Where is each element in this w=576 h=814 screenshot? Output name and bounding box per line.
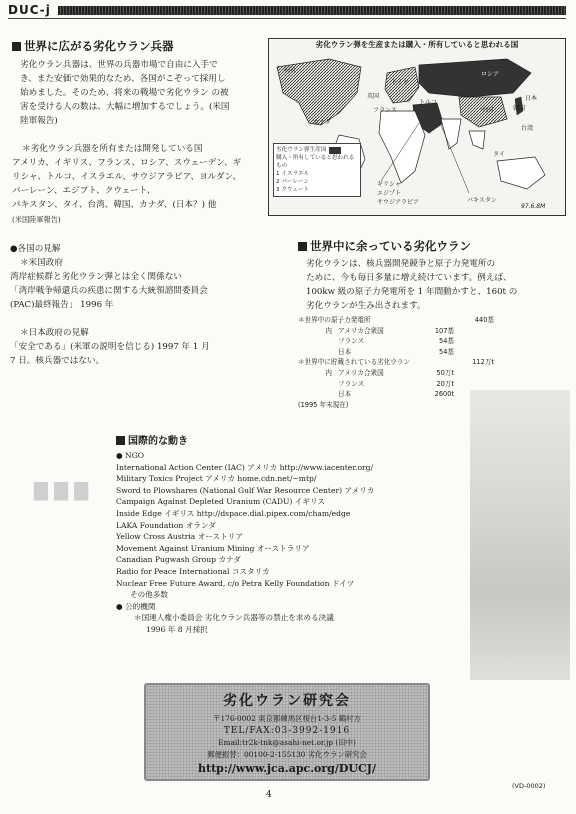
ngo-item: Canadian Pugwash Group カナダ — [116, 555, 241, 565]
header-rule — [8, 18, 566, 19]
ngo-heading: ● NGO — [116, 451, 144, 460]
map-label-pakistan: パキスタン — [467, 197, 497, 204]
map-legend — [273, 143, 361, 197]
stats-row: ＊世界中に貯蔵されている劣化ウラン 112万t — [298, 358, 494, 367]
japan-view-line: 「安全である」(米軍の説明を信じる) 1997 年 1 月 — [10, 342, 210, 352]
map-label-russia: ロシア — [481, 71, 500, 78]
section-weapons — [12, 38, 264, 225]
public-item: 1996 年 8 月採択 — [146, 624, 208, 634]
government-views — [10, 242, 266, 368]
ngo-item: International Action Center (IAC) アメリカ http://www.iacenter.org/ — [116, 462, 374, 472]
square-bullet-icon — [298, 242, 307, 251]
map-label-korea: 韓国 — [513, 105, 526, 112]
stats-row: 日本 54基 — [338, 347, 454, 356]
japan-view-line: 7 日。核兵器ではない。 — [10, 356, 105, 366]
world-map-figure — [268, 38, 566, 216]
section-surplus-title: 世界中に余っている劣化ウラン — [298, 238, 564, 254]
us-view-label: ＊米国政府 — [20, 258, 63, 268]
legend-producers: 劣化ウラン弾生産国 — [276, 146, 358, 154]
ngo-item: Campaign Against Depleted Uranium (CADU) イギリス — [116, 497, 325, 507]
legend-buyers-label: 購入・所有していると思われるもの — [276, 155, 355, 169]
stats-source: (1995 年末現在) — [298, 400, 349, 409]
section-weapons-text: 劣化ウラン兵器は、世界の兵器市場で自由に入手で き、また安価で効果的なため、各国がこぞって採用し 始めました。そのため、将来の戦場で劣化ウラン の被 害を受ける人の数は、大幅に増加するでしょう。(米国 陸軍報告) — [20, 60, 230, 126]
us-view-line: 「湾岸戦争帰還兵の疾患に関する大統領諮問委員会 — [10, 286, 208, 296]
org-url[interactable]: http://www.jca.apc.org/DUCJ/ — [197, 762, 376, 775]
holders-source: (米国陸軍報告) — [12, 215, 61, 224]
section-surplus-text: 劣化ウランは、核兵器開発競争と原子力発電所の ために、今も毎日多量に増え続けています。例えば、 100kw 級の原子力発電所を 1 年間動かすと、160t の 劣化ウランが生み出されます。 — [306, 259, 518, 311]
us-view-line: 湾岸症候群と劣化ウラン弾とは全く関係ない — [10, 272, 182, 282]
section-surplus — [298, 238, 564, 410]
map-credit: 97.6.8M — [521, 203, 546, 210]
org-tel: TEL/FAX:03-3992-1916 — [223, 726, 351, 736]
section-international — [116, 432, 556, 636]
holders-list: ＊劣化ウラン兵器を所有または開発している国 アメリカ、イギリス、フランス、ロシア、スウェーデン、ギ リシャ、トルコ、イスラエル、サウジアラビア、ヨルダン、 バーレーン、エジプト、クウェート、 パキスタン、タイ、台湾、韓国、カナダ、(日本？) 他 — [12, 144, 242, 210]
legend-item: 1 イスラエル — [276, 171, 310, 177]
map-label-uk: 英国 — [367, 93, 380, 100]
stats-row: ＊世界中の原子力発電所 440基 — [298, 316, 494, 324]
stats-row: フランス 20万t — [338, 379, 454, 388]
org-address: 〒176-0002 東京都練馬区桜台1-3-5 鶴村方 — [213, 714, 361, 723]
public-heading: ● 公的機関 — [116, 601, 156, 611]
map-label-saudi: サウジアラビア — [377, 199, 420, 206]
section-international-title: 国際的な動き — [116, 432, 556, 447]
map-label-canada: カナダ — [313, 119, 331, 126]
stats-row: 日本 2600t — [338, 390, 454, 399]
map-label-japan: 日本 — [525, 95, 538, 102]
org-postal: 郵便振替：00100-2-155130 劣化ウラン研究会 — [207, 750, 367, 759]
stats-row: フランス 54基 — [338, 337, 454, 346]
map-label-turkey: トルコ — [419, 99, 438, 106]
ngo-item: Nuclear Free Future Award, c/o Petra Kelly Foundation ドイツ — [116, 578, 355, 588]
views-heading: ●各国の見解 — [10, 244, 61, 254]
stats-row: 内 アメリカ合衆国 107基 — [325, 326, 454, 335]
square-bullet-icon — [12, 42, 21, 51]
ngo-item: Inside Edge イギリス http://dspace.dial.pipex.com/cham/edge — [116, 508, 351, 518]
doc-code: (VD-0002) — [512, 782, 546, 790]
ngo-item: LAKA Foundation オランダ — [116, 520, 216, 530]
ngo-item: その他多数 — [130, 590, 168, 600]
page-number: 4 — [266, 790, 272, 800]
map-label-taiwan: 台湾 — [521, 125, 534, 132]
map-label-egypt: エジプト — [377, 190, 402, 197]
newsletter-label: DUC-j — [8, 3, 51, 17]
legend-item: 2 バーレーン — [276, 179, 310, 185]
map-label-germany: ドイツ — [391, 79, 409, 86]
square-bullet-icon — [116, 436, 125, 445]
public-item: ＊国連人権小委員会 劣化ウラン兵器等の禁止を求める決議 — [134, 613, 334, 623]
bleed-through-text: ▇ ▇ ▇ — [34, 480, 89, 501]
contact-box — [144, 683, 430, 781]
us-view-line: (PAC)最終報告」 1996 年 — [10, 300, 114, 310]
legend-swatch — [329, 147, 341, 154]
stats-row: 内 アメリカ合衆国 50万t — [325, 368, 454, 377]
map-label-us: 米国 — [283, 67, 296, 74]
map-label-china: 中国 — [481, 107, 494, 114]
ngo-item: Military Toxics Project アメリカ home.cdn.net/~mtp/ — [116, 474, 317, 484]
org-email[interactable]: Email:tr2k-tnk@asahi-net.or.jp (田中) — [218, 738, 356, 747]
org-name: 劣化ウラン研究会 — [223, 693, 351, 709]
ngo-list — [116, 450, 556, 636]
ngo-item: Yellow Cross Austria オーストリア — [116, 532, 243, 542]
ngo-item: Movement Against Uranium Mining オーストラリア — [116, 543, 310, 553]
legend-item: 3 クウェート — [276, 187, 310, 193]
section-weapons-title: 世界に広がる劣化ウラン兵器 — [12, 38, 264, 54]
ngo-item: Radio for Peace International コスタリカ — [116, 566, 270, 576]
map-label-greece: ギリシャ — [377, 181, 401, 188]
map-label-thailand: タイ — [493, 151, 505, 158]
ngo-item: Sword to Plowshares (National Gulf War Resource Center) アメリカ — [116, 485, 375, 495]
map-title: 劣化ウラン弾を生産または購入・所有していると思われる国 — [315, 40, 519, 49]
map-label-france: フランス — [373, 107, 397, 114]
japan-view-label: ＊日本政府の見解 — [20, 328, 89, 338]
header-bar — [58, 6, 566, 15]
